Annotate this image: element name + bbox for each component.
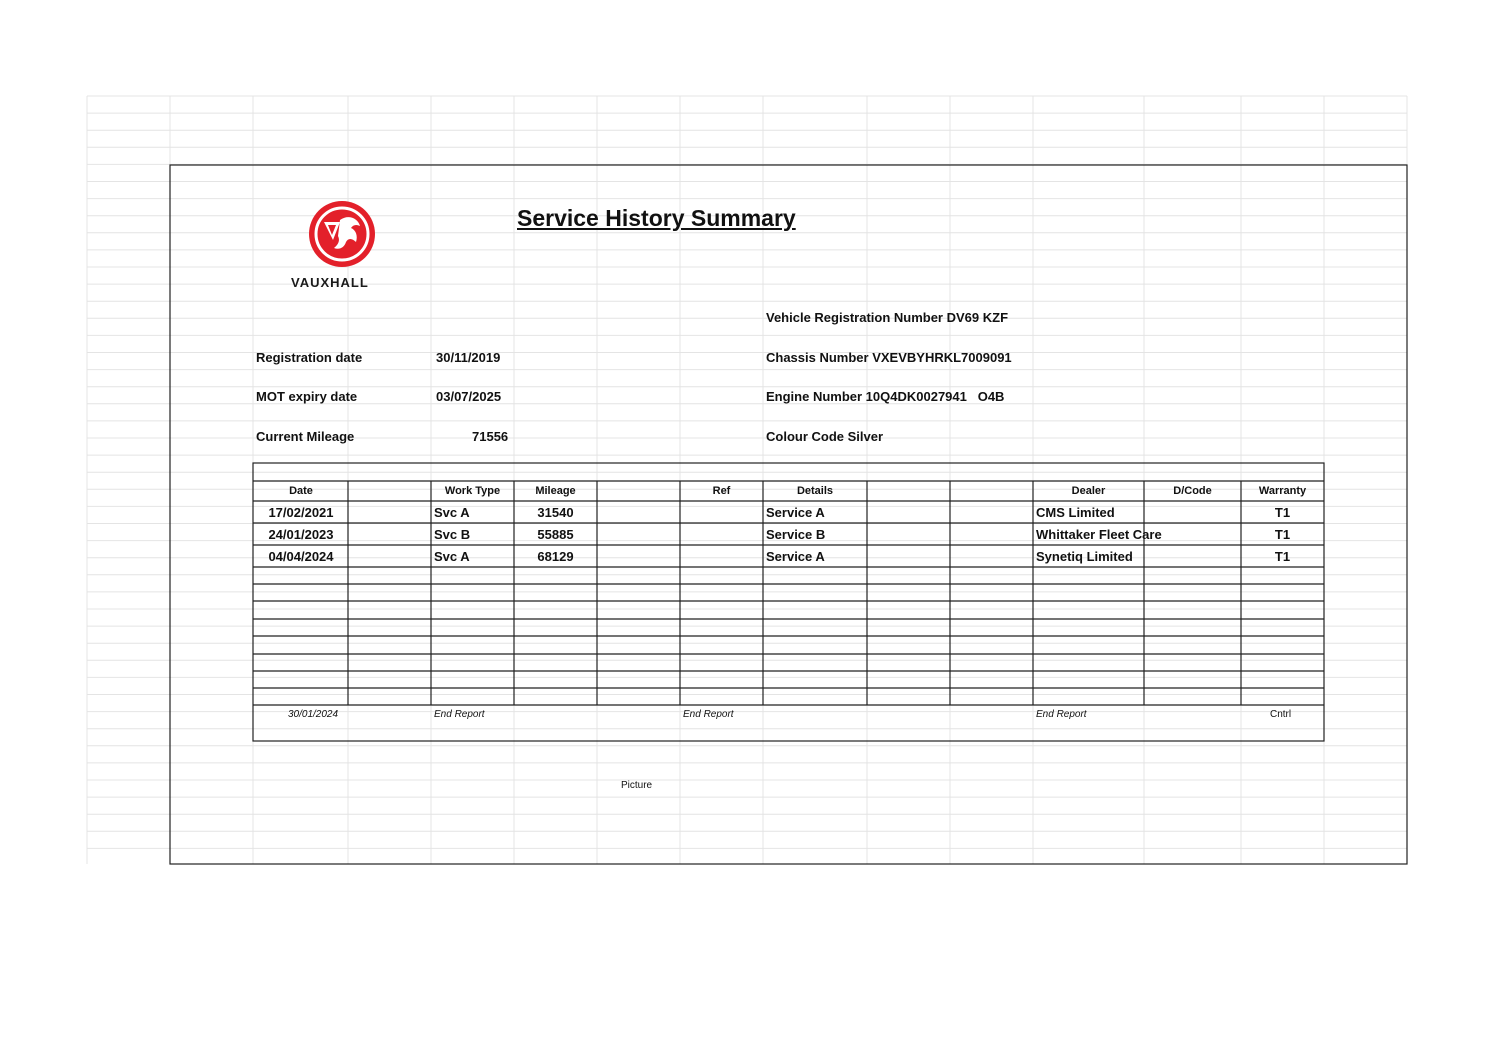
registration-date-value: 30/11/2019	[436, 350, 501, 365]
row-1-date: 17/02/2021	[268, 505, 334, 520]
row-3-date: 04/04/2024	[268, 549, 334, 564]
registration-date-label: Registration date	[256, 350, 363, 365]
row-1-details: Service A	[766, 505, 825, 520]
brand-name: VAUXHALL	[291, 275, 369, 290]
row-1-mileage: 31540	[537, 505, 574, 520]
footer-end-report-3: End Report	[1036, 709, 1087, 720]
header-work-type: Work Type	[444, 485, 501, 497]
row-1-dealer: CMS Limited	[1036, 505, 1115, 520]
page-title: Service History Summary	[517, 205, 796, 231]
engine-number: Engine Number 10Q4DK0027941 O4B	[766, 389, 1005, 404]
row-2-mileage: 55885	[537, 527, 574, 542]
mot-expiry-value: 03/07/2025	[436, 389, 502, 404]
header-date: Date	[289, 485, 313, 497]
row-1-warranty: T1	[1274, 505, 1291, 520]
picture-label: Picture	[621, 780, 653, 791]
footer-end-report-2: End Report	[683, 709, 734, 720]
row-1-work-type: Svc A	[434, 505, 470, 520]
footer-end-report-1: End Report	[434, 709, 485, 720]
footer-cntrl: Cntrl	[1270, 709, 1292, 720]
header-warranty: Warranty	[1258, 485, 1307, 497]
footer-date: 30/01/2024	[288, 709, 339, 720]
row-3-work-type: Svc A	[434, 549, 470, 564]
row-2-work-type: Svc B	[434, 527, 471, 542]
header-dealer: Dealer	[1071, 485, 1106, 497]
row-2-warranty: T1	[1274, 527, 1291, 542]
current-mileage-label: Current Mileage	[256, 429, 355, 444]
header-mileage: Mileage	[535, 485, 576, 497]
header-ref: Ref	[712, 485, 731, 497]
row-3-mileage: 68129	[537, 549, 574, 564]
row-3-warranty: T1	[1274, 549, 1291, 564]
mot-expiry-label: MOT expiry date	[256, 389, 358, 404]
row-3-details: Service A	[766, 549, 825, 564]
vehicle-registration-number: Vehicle Registration Number DV69 KZF	[766, 310, 1009, 325]
row-2-details: Service B	[766, 527, 826, 542]
row-2-date: 24/01/2023	[268, 527, 334, 542]
chassis-number: Chassis Number VXEVBYHRKL7009091	[766, 350, 1012, 365]
row-3-dealer: Synetiq Limited	[1036, 549, 1133, 564]
vauxhall-griffin-icon	[306, 198, 378, 270]
header-dcode: D/Code	[1173, 485, 1212, 497]
header-details: Details	[796, 485, 834, 497]
current-mileage-value: 71556	[472, 429, 509, 444]
colour-code: Colour Code Silver	[766, 429, 884, 444]
row-2-dealer: Whittaker Fleet Care	[1036, 527, 1162, 542]
